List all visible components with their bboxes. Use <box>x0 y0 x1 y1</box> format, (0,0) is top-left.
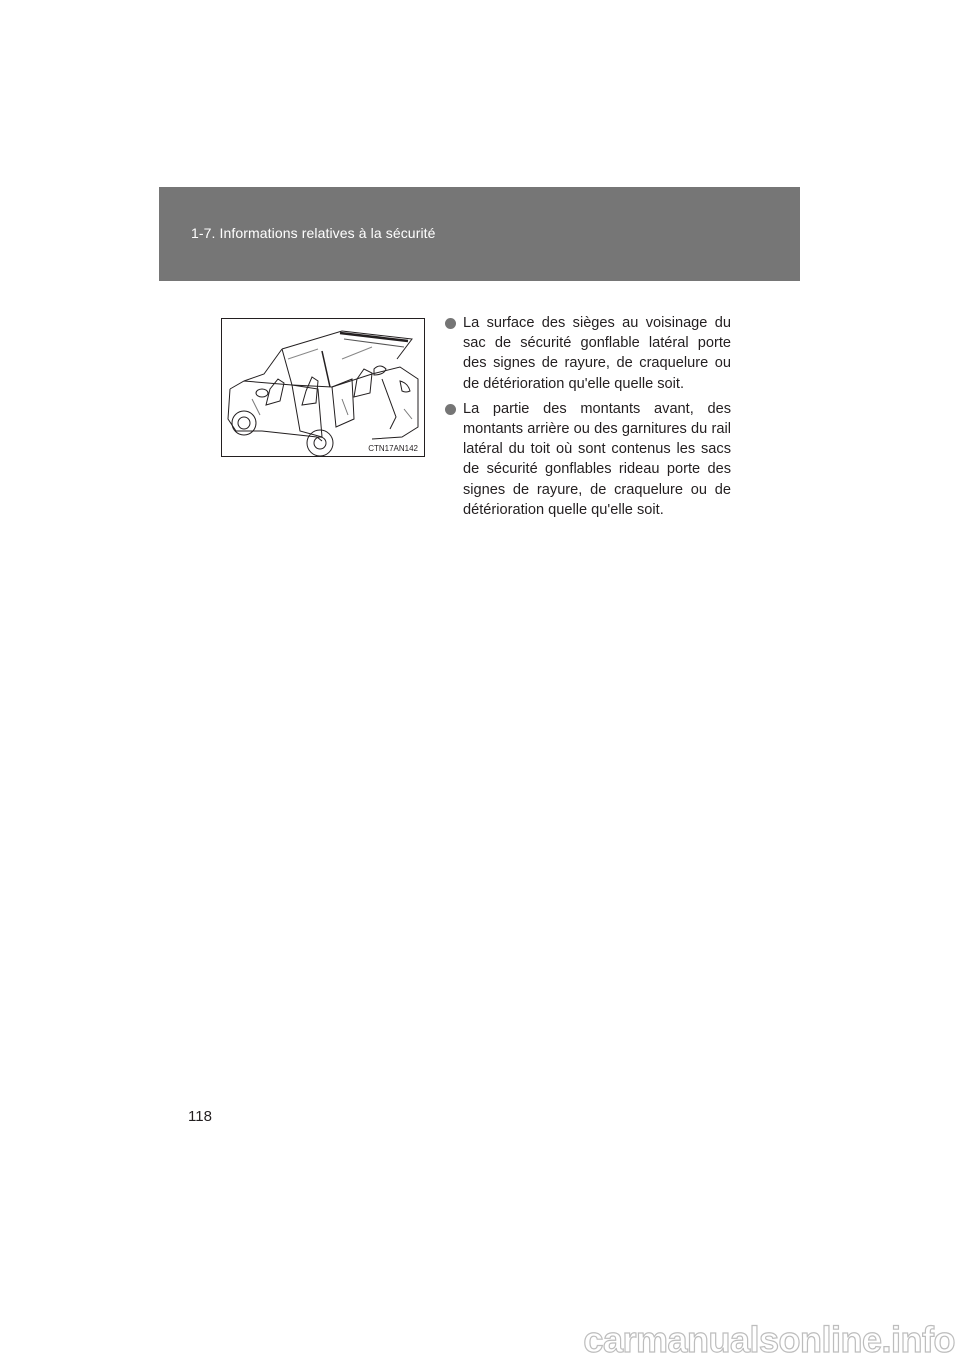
bullet-list <box>445 313 731 525</box>
section-header-band <box>159 187 800 281</box>
section-title: 1-7. Informations relatives à la sécurité <box>191 225 436 241</box>
vehicle-illustration-figure <box>221 318 425 457</box>
car-airbag-illustration-icon <box>222 319 425 457</box>
figure-code: CTN17AN142 <box>368 444 418 453</box>
svg-text:carmanualsonline.info: carmanualsonline.info <box>583 1319 955 1358</box>
bullet-dot-icon <box>445 404 456 415</box>
bullet-text: La surface des sièges au voisinage du sac de sécurité gonflable latéral porte des signes de rayure, de craquelure ou de détérioration qu'elle quelle soit. <box>463 315 731 392</box>
bullet-dot-icon <box>445 318 456 329</box>
bullet-text: La partie des montants avant, des montants arrière ou des garnitures du rail latéral du toit où sont contenus les sacs de sécurité gonflables rideau porte des signes de rayure, de craquelure ou de détérioration quelle qu'elle soit. <box>463 400 731 518</box>
bullet-item <box>445 313 731 394</box>
bullet-item <box>445 399 731 520</box>
page-number: 118 <box>188 1108 212 1125</box>
